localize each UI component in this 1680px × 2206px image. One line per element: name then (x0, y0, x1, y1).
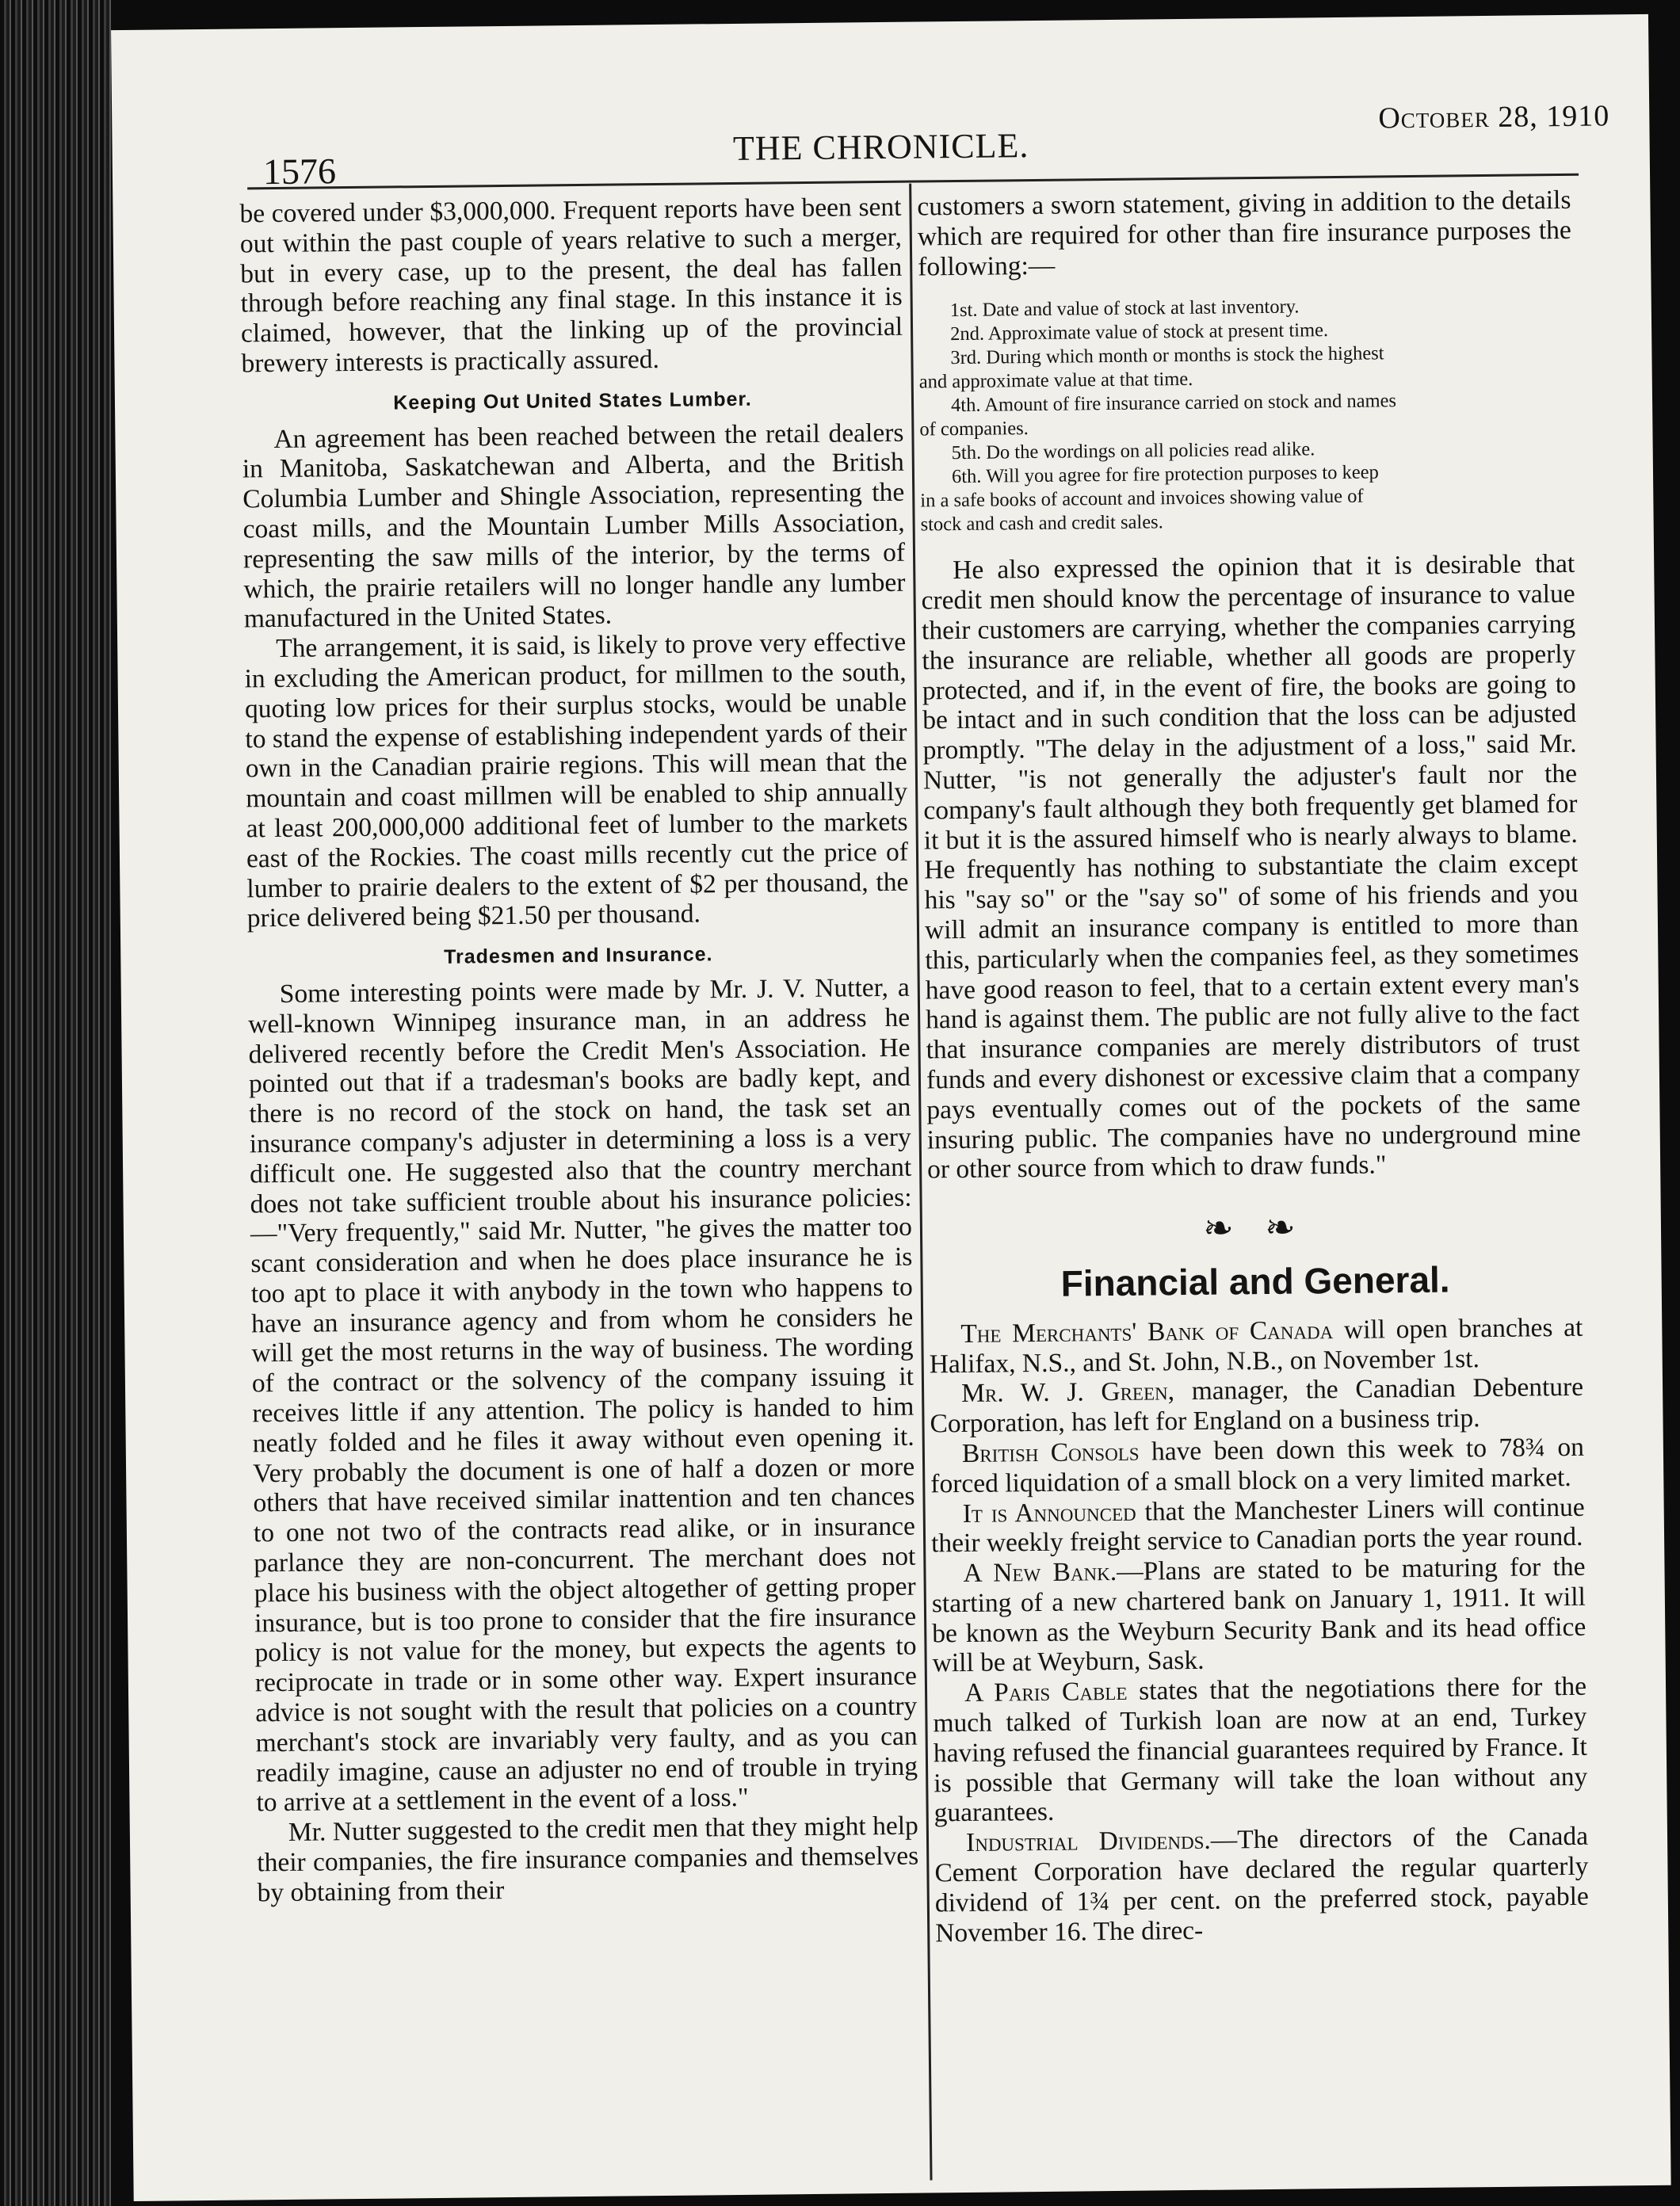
left-column (239, 193, 919, 1908)
news-item-text: states that the negotiations there for the much talked of Turkish loan are now at an end, Turkey having refused the financial guarantees required by France. It is possible that Germany will take the loan without any guarantees. (933, 1672, 1588, 1828)
news-item-lead: Mr. W. J. Green, (960, 1376, 1175, 1409)
news-item-lead: A Paris Cable (964, 1677, 1128, 1708)
page-header (112, 87, 1650, 193)
opinion-paragraph: He also expressed the opinion that it is desirable that credit men should know the percentage of insurance to value their customers are carrying, whether the companies carrying the insurance are reliable, whether all goods are properly protected, and if, in the event of fire, the books are going to be intact and in such condition that the loss can be adjusted promptly. "The delay in the adjustment of a loss," said Mr. Nutter, "is not generally the adjuster's fault nor the company's fault although they both frequently get blamed for it but it is the assured himself who is nearly always to blame. He frequently has nothing to substantiate the claim except his "say so" or the "say so" of some of his friends and you will admit an insurance company is entitled to more than this, particularly when the companies feel, as they sometimes have good reason to feel, that to a certain extent every man's hand is against them. The public are not fully alive to the fact that insurance companies are merely distributors of trust funds and every dishonest or excessive claim that a company pays eventually comes out of the pockets of the same insuring public. The companies have no underground mine or other source from which to draw funds." (921, 549, 1581, 1185)
newspaper-page (111, 14, 1671, 2201)
list-item: 1st. Date and value of stock at last inventory. (949, 296, 1300, 322)
page-number: 1576 (262, 151, 337, 193)
section-heading-lumber: Keeping Out United States Lumber. (393, 387, 752, 414)
news-item-lead: British Consols (961, 1437, 1140, 1468)
news-item-text: have been down this week to 78¾ on forced liquidation of a small block on a very limited market. (930, 1432, 1585, 1499)
news-item (930, 1433, 1585, 1499)
news-item (933, 1672, 1588, 1829)
tradesmen-paragraph-1: Some interesting points were made by Mr. J. V. Nutter, a well-known Winnipeg insurance man, in an address he delivered recently before the Credit Men's Association. He pointed out that if a tradesman's books are badly kept, and there is no record of the stock on hand, the task set an insurance company's adjuster in determining a loss is a very difficult one. He suggested also that the country merchant does not take sufficient trouble about his insurance policies:—"Very frequently," said Mr. Nutter, "he gives the matter too scant consideration and when he does place insurance he is too apt to place it with anybody in the town who happens to have an insurance agency and from whom he considers he will get the most returns in the way of business. The wording of the contract or the solvency of the company issuing it receives little if any attention. The policy is handed to him neatly folded and he files it away without even opening it. Very probably the document is one of half a dozen or more others that have received similar inattention and ten chances to one not two of the contracts read alike, or in insurance parlance they are non-concurrent. The merchant does not place his business with the object altogether of getting proper insurance, but is too prone to consider that the fire insurance policy is not value for the money, but expects the agents to reciprocate in trade or in some other way. Expert insurance advice is not sought with the result that policies on a country merchant's stock are invariably very faulty, and as you can readily imagine, cause an adjuster no end of trouble in trying to arrive at a settlement in the event of a loss." (248, 972, 918, 1818)
list-item: 6th. Will you agree for fire protection purposes to keep (951, 461, 1379, 488)
news-item-lead: A New Bank. (963, 1557, 1117, 1589)
news-item-text: manager, the Canadian Debenture Corporation, has left for England on a business trip. (930, 1372, 1584, 1439)
lumber-paragraph-2: The arrangement, it is said, is likely to prove very effective in excluding the American product, for millmen to the south, quoting low prices for their surplus stocks, would be unable to stand the expense of establishing independent yards of their own in the Canadian prairie regions. This will mean that the mountain and coast millmen will be enabled to ship annually at least 200,000,000 additional feet of lumber to the markets east of the Rockies. The coast mills recently cut the price of lumber to prairie dealers to the extent of $2 per thousand, the price delivered being $21.50 per thousand. (244, 627, 909, 933)
lumber-paragraph-1: An agreement has been reached between the retail dealers in Manitoba, Saskatchewan and Alberta, and the British Columbia Lumber and Shingle Association, representing the coast mills, and the Mountain Lumber Mills Association, representing the saw mills of the interior, by the terms of which, the prairie retailers will no longer handle any lumber manufactured in the United States. (242, 418, 906, 634)
list-item: of companies. (919, 418, 1029, 441)
list-item: in a safe books of account and invoices showing value of (920, 486, 1364, 512)
ornament-icon: ❧ ❧ (1202, 1207, 1308, 1249)
issue-date: October 28, 1910 (1378, 99, 1610, 135)
journal-title: THE CHRONICLE. (732, 126, 1029, 168)
list-item: 4th. Amount of fire insurance carried on stock and names (950, 390, 1397, 417)
news-item-lead: The Merchants' Bank of Canada (960, 1315, 1334, 1349)
news-item-text: —The directors of the Canada Cement Corporation have declared the regular quarterly dividend of 1¾ per cent. on the preferred stock, payable November 16. The direc- (934, 1822, 1590, 1948)
news-item-text: that the Manchester Liners will continue their weekly freight service to Canadian ports the year round. (930, 1492, 1585, 1559)
news-item-text: —Plans are stated to be maturing for the starting of a new chartered bank on January 1, 1911. It will be known as the Weyburn Security Bank and its head office will be at Weyburn, Sask. (931, 1551, 1586, 1678)
news-item (929, 1313, 1583, 1380)
news-item-lead: Industrial Dividends. (965, 1826, 1211, 1858)
list-item: 5th. Do the wordings on all policies read alike. (951, 438, 1315, 464)
continuation-paragraph: customers a sworn statement, giving in addition to the details which are required for other than fire insurance purposes the following:— (917, 185, 1571, 282)
intro-paragraph: be covered under $3,000,000. Frequent reports have been sent out within the past couple of years relative to such a merger, but in every case, up to the present, the deal has fallen through before reaching any final stage. In this instance it is claimed, however, that the linking up of the provincial brewery interests is practically assured. (239, 192, 903, 379)
list-item: 2nd. Approximate value of stock at present time. (949, 319, 1329, 345)
news-item (930, 1372, 1584, 1439)
right-column (917, 185, 1589, 1948)
section-heading-tradesmen: Tradesmen and Insurance. (443, 943, 713, 968)
news-item (934, 1822, 1590, 1948)
news-item (931, 1552, 1586, 1679)
list-item: and approximate value at that time. (918, 368, 1193, 393)
questions-list (918, 292, 1575, 537)
tradesmen-paragraph-2: Mr. Nutter suggested to the credit men that they might help their companies, the fire insurance companies and themselves by obtaining from their (257, 1811, 919, 1908)
news-item-lead: It is Announced (962, 1497, 1136, 1529)
list-item: stock and cash and credit sales. (920, 511, 1163, 536)
news-item-text: will open branches at Halifax, N.S., and St. John, N.B., on November 1st. (929, 1312, 1583, 1379)
book-spine-edge (0, 0, 111, 2206)
section-heading-financial: Financial and General. (1060, 1258, 1450, 1304)
list-item: 3rd. During which month or months is stock the highest (950, 342, 1384, 369)
news-item (931, 1492, 1586, 1559)
